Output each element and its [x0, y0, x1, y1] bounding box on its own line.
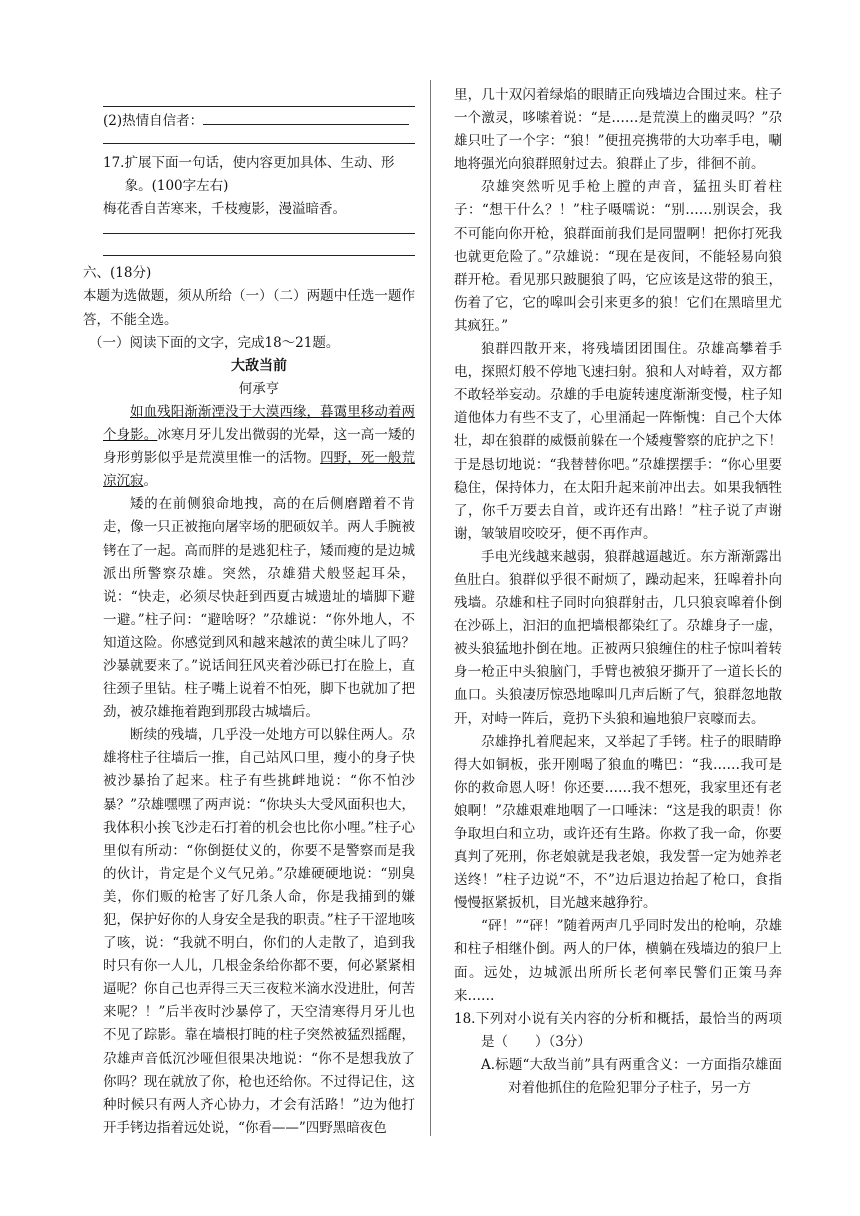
section-title: 六、(18分)	[83, 265, 152, 282]
answer-blank[interactable]	[203, 110, 409, 125]
answer-line	[103, 133, 415, 144]
left-column	[83, 84, 416, 1140]
underlined-sentence-2: 四野，死一般荒凉沉寂	[103, 450, 416, 490]
q17-line2: 象。(100字左右)	[124, 178, 229, 195]
paragraph-3: 断续的残墙，几乎没一处地方可以躲住两人。尕雄将柱子往墙后一推，自己站风口里，瘦小的身子快被沙暴抬了起来。柱子有些挑衅地说：“你不怕沙暴？”尕雄嘿嘿了两声说：“你块头大受风面积也大，我体积小挨飞沙走石打着的机会也比你小哩。”柱子心里似有所动：“你倒挺仗义的，你要不是警察而是我的伙计，肯定是个义气兄弟。”尕雄硬硬地说：“别臭美，你们贩的枪害了好几条人命，你是我捕到的嫌犯，保护好你的人身安全是我的职责。”柱子干涩地咳了咳，说：“我就不明白，你们的人走散了，追到我时只有你一人儿，几根金条给你都不要，何必紧紧相逼呢？你自己也弄得三天三夜粒米滴水没进肚，何苦来呢？！”后半夜时沙暴停了，天空清寒得月牙儿也不见了踪影。靠在墙根打盹的柱子突然被猛烈摇醒，尕雄声音低沉沙哑但很果决地说：“你不是想我放了你吗？现在就放了你，枪也还给你。不过得记住，这种时候只有两人齐心协力，才会有活路！”边为他打开手铐边指着远处说，“你看——”四野黑暗夜色	[103, 727, 415, 1136]
reading-intro: （一）阅读下面的文字，完成18～21题。	[89, 334, 340, 351]
paragraph-6: 手电光线越来越弱，狼群越逼越近。东方渐渐露出鱼肚白。狼群似乎很不耐烦了，躁动起来，狂嗥着扑向残墙。尕雄和柱子同时向狼群射击，几只狼哀嗥着仆倒在沙砾上，汩汩的血把墙根都染红了。尕雄身子一虚，被头狼猛地扑倒在地。正被两只狼缠住的柱子惊叫着转身一枪正中头狼脑门，手臂也被狼牙撕开了一道长长的血口。头狼凄厉惊恐地嗥叫几声后断了气，狼群忽地散开，对峙一阵后，竟扔下头狼和遍地狼尸哀嚎而去。	[454, 548, 782, 727]
paragraph-8: “砰！”“砰！”随着两声几乎同时发出的枪响，尕雄和柱子相继仆倒。两人的尸体，横躺在残墙边的狼尸上面。远处，边城派出所所长老何率民警们正策马奔来……	[454, 918, 782, 1004]
question-18: 18.下列对小说有关内容的分析和概括，最恰当的两项是（ ）（3分）	[454, 1010, 782, 1050]
column-divider	[430, 80, 431, 1136]
paragraph-3-continued: 里，几十双闪着绿焰的眼睛正向残墙边合围过来。柱子一个激灵，哆嗦着说：“是……是荒漠上的幽灵吗？”尕雄只吐了一个字：“狼！”便扭亮携带的大功率手电，唰地将强光向狼群照射过去。狼群止了步，徘徊不前。	[454, 87, 782, 173]
answer-line	[103, 221, 415, 234]
answer-line	[103, 234, 415, 256]
paragraph-5: 狼群四散开来，将残墙团团围住。尕雄高攀着手电，探照灯般不停地飞速扫射。狼和人对峙着，双方都不敢轻举妄动。尕雄的手电旋转速度渐渐变慢，柱子知道他体力有些不支了，心里涌起一阵惭愧：自己个大体壮，却在狼群的威慑前躲在一个矮瘦警察的庇护之下！于是恳切地说：“我替替你吧。”尕雄摆摆手：“你心里要稳住，保持体力，在太阳升起来前冲出去。如果我牺牲了，你千万要去自首，或许还有出路！”柱子说了声谢谢，皱皱眉咬咬牙，便不再作声。	[454, 341, 782, 542]
paragraph-7: 尕雄挣扎着爬起来，又举起了手铐。柱子的眼睛睁得大如铜板，张开刚喝了狼血的嘴巴：“我……我可是你的救命恩人呀！你还要……我不想死，我家里还有老娘啊！”尕雄艰难地咽了一口唾沫：“这是我的职责！你争取坦白和立功，或许还有生路。你救了我一命，你要真判了死刑，你老娘就是我老娘，我发誓一定为她养老送终！”柱子边说“不，不”边后退边抬起了枪口，食指慢慢抠紧扳机，目光越来越狰狞。	[454, 733, 782, 912]
item-2-label: (2)热情自信者：	[103, 113, 204, 129]
paragraph-2: 矮的在前侧狼命地拽，高的在后侧磨蹭着不肯走，像一只正被拖向屠宰场的肥硕奴羊。两人手腕被铐在了一起。高而胖的是逃犯柱子，矮而瘦的是边城派出所警察尕雄。突然，尕雄猎犬般竖起耳朵，说：“快走，必须尽快赶到西夏古城遗址的墙脚下避一避。”柱子问：“避啥呀？”尕雄说：“你外地人，不知道这险。你感觉到风和越来越浓的黄尘味儿了吗？沙暴就要来了。”说话间狂风夹着沙砾已打在脸上，直往颈子里钻。柱子嘴上说着不怕死，脚下也就加了把劲，被尕雄拖着跑到那段古城墙后。	[103, 496, 415, 721]
story-title: 大敌当前	[231, 357, 287, 374]
instructions: 本题为选做题，须从所给（一）（二）两题中任选一题作答，不能全选。	[83, 288, 415, 328]
paragraph-1: 如血残阳渐渐湮没于大漠西缘，暮霭里移动着两个身影。冰寒月牙儿发出微弱的光晕，这一高一矮的身形剪影似乎是荒漠里惟一的活物。四野，死一般荒凉沉寂。	[103, 403, 416, 490]
right-column	[454, 84, 782, 1100]
answer-line	[103, 84, 415, 107]
option-a: A.标题“大敌当前”具有两重含义：一方面指尕雄面对着他抓住的危险犯罪分子柱子，另一方	[481, 1056, 782, 1097]
q17-sentence: 梅花香自苦寒来，千枝瘦影，漫溢暗香。	[103, 201, 346, 218]
story-author: 何承亨	[238, 380, 280, 397]
underlined-sentence-1: 如血残阳渐渐湮没于大漠西缘，暮霭里移动着两个身影。	[103, 403, 415, 444]
paragraph-4: 尕雄突然听见手枪上膛的声音，猛扭头盯着柱子：“想干什么？！”柱子嗫嚅说：“别……别误会，我不可能向你开枪，狼群面前我们是同盟啊！把你打死我也就更危险了。”尕雄说：“现在是夜间，不能轻易向狼群开枪。看见那只跛腿狼了吗，它应该是这带的狼王，伤着了它，它的嗥叫会引来更多的狼！它们在黑暗里尤其疯狂。”	[454, 179, 782, 334]
q17-line1: 17.扩展下面一句话，使内容更加具体、生动、形	[103, 155, 395, 172]
